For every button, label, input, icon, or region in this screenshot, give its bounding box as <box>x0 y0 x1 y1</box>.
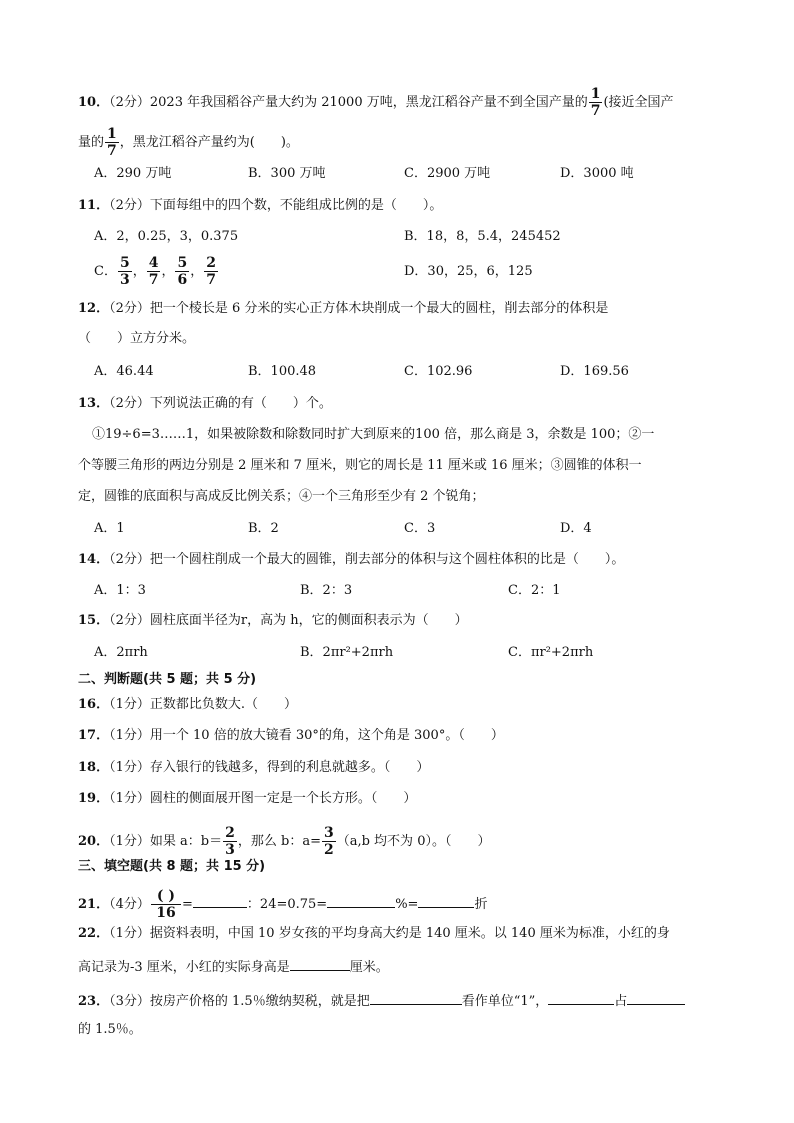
question-11: 11．（2分）下面每组中的四个数，不能组成比例的是（ ）。 <box>78 198 443 213</box>
question-text: 下列说法正确的有（ ）个。 <box>149 396 332 411</box>
fraction: $\frac{2}{7}$ <box>206 255 216 288</box>
question-23-cont: 的 1.5％。 <box>78 1022 142 1037</box>
question-10-cont: 量的 $\frac{1}{7}$ ，黑龙江稻谷产量约为( )。 <box>78 126 299 159</box>
option-c: C．3 <box>404 521 436 536</box>
question-22: 22．（1分）据资料表明，中国 10 岁女孩的平均身高大约是 140 厘米。以 140 厘米为标准，小红的身 <box>78 926 670 941</box>
question-text: 把一个圆柱削成一个最大的圆锥，削去部分的体积与这个圆柱体积的比是（ ）。 <box>149 552 625 567</box>
option-d: D．4 <box>560 521 592 536</box>
answer-blank[interactable] <box>548 990 614 1005</box>
option-c: C． $\frac{5}{3}$ ， $\frac{4}{7}$ ， $\frac{5}{6}$ ， $\frac{2}{7}$ <box>94 255 216 288</box>
option-d: D．30，25，6，125 <box>404 264 533 279</box>
question-13: 13．（2分）下列说法正确的有（ ）个。 <box>78 396 332 411</box>
option-a: A．290 万吨 <box>94 166 172 181</box>
fraction: $\frac{5}{6}$ <box>177 255 188 288</box>
option-a: A．1：3 <box>94 583 146 598</box>
question-15: 15．（2分）圆柱底面半径为r，高为 h，它的侧面积表示为（ ） <box>78 613 468 628</box>
option-c: C．102.96 <box>404 364 473 379</box>
question-text: 2023 年我国稻谷产量大约为 21000 万吨，黑龙江稻谷产量不到全国产量的 <box>149 95 588 110</box>
option-b: B．100.48 <box>248 364 317 379</box>
question-17: 17．（1分）用一个 10 倍的放大镜看 30°的角，这个角是 300°。（ ） <box>78 728 504 743</box>
question-19: 19．（1分）圆柱的侧面展开图一定是一个长方形。（ ） <box>78 791 417 806</box>
question-text: 把一个棱长是 6 分米的实心正方体木块削成一个最大的圆柱，削去部分的体积是 <box>149 301 609 316</box>
option-c: C．πr²+2πrh <box>508 645 594 660</box>
question-21: 21．（4分） $\frac{( )}{16}$ = ：24=0.75= %= 折 <box>78 888 488 921</box>
option-c: C．2：1 <box>508 583 561 598</box>
question-22-cont: 高记录为-3 厘米，小红的实际身高是 厘米。 <box>78 956 389 977</box>
answer-blank[interactable] <box>193 893 247 908</box>
answer-blank[interactable] <box>418 893 474 908</box>
answer-blank[interactable] <box>327 893 395 908</box>
question-13-line3: 定，圆锥的底面积与高成反比例关系；④一个三角形至少有 2 个锐角； <box>78 489 485 504</box>
question-text: 圆柱的侧面展开图一定是一个长方形。（ ） <box>149 791 417 806</box>
fraction: $\frac{2}{3}$ <box>225 825 235 858</box>
option-a: A．2πrh <box>94 645 148 660</box>
option-b: B．18，8，5.4，245452 <box>404 229 561 244</box>
option-b: B．2：3 <box>300 583 353 598</box>
question-20: 20．（1分）如果 a：b＝ $\frac{2}{3}$ ，那么 b：a= $\frac{3}{2}$ （a,b 均不为 0）。（ ） <box>78 825 491 858</box>
option-c: C．2900 万吨 <box>404 166 491 181</box>
fraction: $\frac{1}{7}$ <box>107 126 117 159</box>
question-text: 存入银行的钱越多，得到的利息就越多。（ ） <box>149 760 430 775</box>
question-13-line1: ①19÷6=3……1，如果被除数和除数同时扩大到原来的100 倍，那么商是 3，余数是 100；②一 <box>92 427 655 442</box>
question-text: 正数都比负数大.（ ） <box>149 697 298 712</box>
fraction: $\frac{3}{2}$ <box>323 825 334 858</box>
fraction: $\frac{5}{3}$ <box>119 255 130 288</box>
option-a: A．2，0.25，3，0.375 <box>94 229 239 244</box>
question-text: 用一个 10 倍的放大镜看 30°的角，这个角是 300°。（ ） <box>149 728 504 743</box>
question-12-cont: （ ）立方分米。 <box>78 331 196 346</box>
option-a: A．1 <box>94 521 125 536</box>
question-text: 下面每组中的四个数，不能组成比例的是（ ）。 <box>149 198 443 213</box>
option-b: B．300 万吨 <box>248 166 326 181</box>
section-heading: 三、填空题(共 8 题；共 15 分) <box>78 859 266 874</box>
question-13-line2: 个等腰三角形的两边分别是 2 厘米和 7 厘米，则它的周长是 11 厘米或 16 厘米；③圆锥的体积一 <box>78 458 642 473</box>
question-score: （2分） <box>109 95 150 110</box>
question-10: 10．（2分）2023 年我国稻谷产量大约为 21000 万吨，黑龙江稻谷产量不到全国产量的 $\frac{1}{7}$ (接近全国产 <box>78 86 674 119</box>
fraction: $\frac{1}{7}$ <box>590 86 601 119</box>
question-text: (接近全国产 <box>603 95 674 110</box>
question-text: 据资料表明，中国 10 岁女孩的平均身高大约是 140 厘米。以 140 厘米为标准，小红的身 <box>149 926 670 941</box>
answer-blank[interactable] <box>370 990 462 1005</box>
section-heading: 二、判断题(共 5 题；共 5 分) <box>78 672 257 687</box>
question-18: 18．（1分）存入银行的钱越多，得到的利息就越多。（ ） <box>78 760 430 775</box>
fraction: $\frac{4}{7}$ <box>148 255 159 288</box>
answer-blank[interactable] <box>627 990 685 1005</box>
option-d: D．3000 吨 <box>560 166 634 181</box>
option-b: B．2 <box>248 521 279 536</box>
question-number: 10 <box>78 95 97 110</box>
question-16: 16．（1分）正数都比负数大.（ ） <box>78 697 298 712</box>
option-a: A．46.44 <box>94 364 154 379</box>
fraction: $\frac{( )}{16}$ <box>151 888 181 921</box>
option-d: D．169.56 <box>560 364 629 379</box>
answer-blank[interactable] <box>290 956 350 971</box>
question-14: 14．（2分）把一个圆柱削成一个最大的圆锥，削去部分的体积与这个圆柱体积的比是（ ）。 <box>78 552 625 567</box>
option-b: B．2πr²+2πrh <box>300 645 394 660</box>
question-text: 圆柱底面半径为r，高为 h，它的侧面积表示为（ ） <box>149 613 468 628</box>
question-12: 12．（2分）把一个棱长是 6 分米的实心正方体木块削成一个最大的圆柱，削去部分的体积是 <box>78 301 609 316</box>
question-23: 23．（3分）按房产价格的 1.5％缴纳契税，就是把 看作单位“1”， 占 <box>78 990 685 1011</box>
